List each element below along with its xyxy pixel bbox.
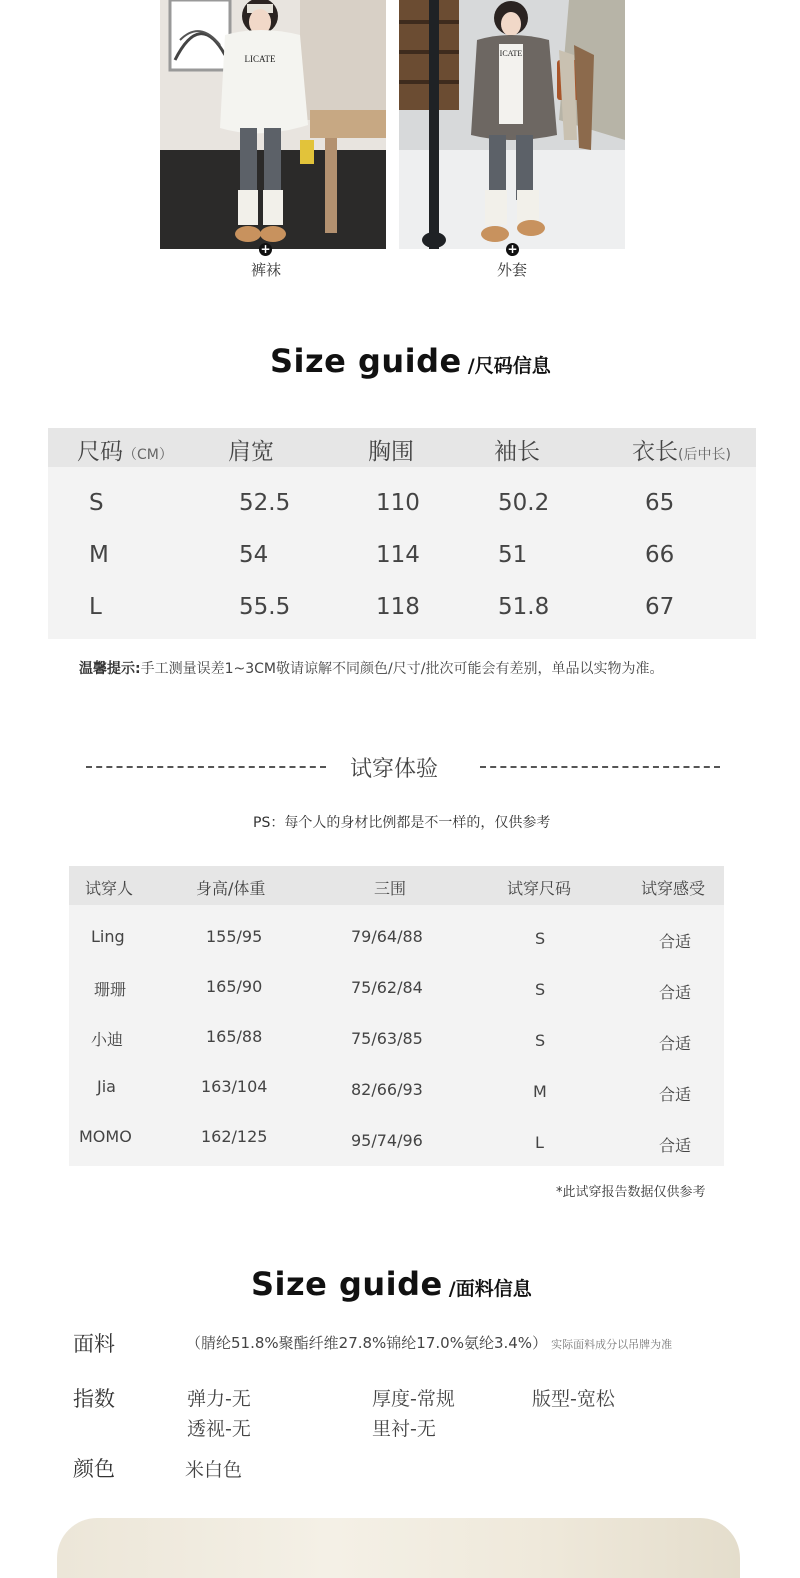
sleeve-header: 袖长 <box>494 439 540 465</box>
length-cell: 67 <box>645 594 675 620</box>
size-guide-title: Size guide <box>270 342 462 380</box>
feeling-header: 试穿感受 <box>641 879 706 898</box>
height-weight: 162/125 <box>201 1127 268 1146</box>
sleeve-cell: 51.8 <box>498 594 550 620</box>
tester-header: 试穿人 <box>85 879 134 898</box>
divider-left <box>86 766 326 768</box>
size-guide-heading <box>270 342 551 380</box>
size-cell: L <box>89 594 102 620</box>
height-weight-header: 身高/体重 <box>196 879 266 898</box>
size-table <box>48 428 756 639</box>
try-on-title: 试穿体验 <box>350 757 439 782</box>
feeling: 合适 <box>659 1136 692 1155</box>
length-cell: 66 <box>645 542 675 568</box>
size-guide-subtitle: /尺码信息 <box>467 355 551 377</box>
thickness-value: 厚度-常规 <box>372 1388 455 1410</box>
photo-caption-coat: 外套 <box>496 261 527 279</box>
chest-cell: 114 <box>376 542 420 568</box>
measurements: 95/74/96 <box>351 1131 423 1150</box>
sleeve-cell: 50.2 <box>498 490 550 516</box>
try-on-table <box>69 866 724 1166</box>
length-cell: 65 <box>645 490 675 516</box>
shoulder-cell: 54 <box>239 542 269 568</box>
try-on-header <box>69 866 724 905</box>
fabric-guide-subtitle: /面料信息 <box>448 1278 532 1300</box>
try-size: L <box>535 1133 544 1152</box>
svg-text:LICATE: LICATE <box>244 54 276 64</box>
chest-header: 胸围 <box>368 439 414 465</box>
height-weight: 155/95 <box>206 927 263 946</box>
unit-label: （CM） <box>123 447 173 463</box>
svg-text:ICATE: ICATE <box>499 49 523 58</box>
warm-tip <box>79 658 663 678</box>
try-size-header: 试穿尺码 <box>507 879 572 898</box>
measurements: 79/64/88 <box>351 927 423 946</box>
size-table-header <box>48 428 756 467</box>
material-label: 面料 <box>73 1332 115 1356</box>
tester-name: 小迪 <box>91 1030 124 1049</box>
product-photo-leggings <box>160 0 386 249</box>
measurements: 75/63/85 <box>351 1029 423 1048</box>
length-header <box>632 433 731 466</box>
sleeve-cell: 51 <box>498 542 528 568</box>
material-value: （腈纶51.8%聚酯纤维27.8%锦纶17.0%氨纶3.4%） <box>186 1334 548 1352</box>
ps-note: PS：每个人的身材比例都是不一样的，仅供参考 <box>253 815 551 831</box>
chest-cell: 110 <box>376 490 420 516</box>
divider-right <box>480 766 720 768</box>
plus-icon[interactable]: + <box>507 242 518 256</box>
size-header <box>77 433 173 466</box>
photo-caption-leggings: 裤袜 <box>250 261 281 279</box>
fabric-guide-title: Size guide <box>251 1265 443 1303</box>
shoulder-cell: 52.5 <box>239 490 291 516</box>
measurements: 75/62/84 <box>351 978 423 997</box>
tester-name: 珊珊 <box>94 980 127 999</box>
measurements-header: 三围 <box>374 879 407 898</box>
lining-value: 里衬-无 <box>372 1418 436 1440</box>
feeling: 合适 <box>659 983 692 1002</box>
product-photo-coat <box>399 0 625 249</box>
warm-tip-label: 温馨提示: <box>79 661 141 677</box>
fit-value: 版型-宽松 <box>532 1388 615 1410</box>
tester-name: Ling <box>91 927 125 946</box>
shoulder-cell: 55.5 <box>239 594 291 620</box>
warm-tip-text: 手工测量误差1~3CM敬请谅解不同颜色/尺寸/批次可能会有差别，单品以实物为准。 <box>140 661 664 677</box>
index-label: 指数 <box>73 1387 115 1411</box>
chest-cell: 118 <box>376 594 420 620</box>
product-photo-bottom <box>57 1518 740 1578</box>
try-size: S <box>535 929 546 948</box>
try-size: M <box>533 1082 547 1101</box>
feeling: 合适 <box>659 1034 692 1053</box>
tester-name: Jia <box>97 1077 116 1096</box>
transparency-value: 透视-无 <box>187 1418 251 1440</box>
material-composition <box>186 1332 672 1353</box>
shoulder-header: 肩宽 <box>228 439 274 465</box>
height-weight: 165/88 <box>206 1027 263 1046</box>
height-weight: 163/104 <box>201 1077 268 1096</box>
length-header-label: 衣长 <box>632 439 678 465</box>
feeling: 合适 <box>659 932 692 951</box>
material-note: 实际面料成分以吊牌为准 <box>551 1338 673 1351</box>
try-on-footnote: *此试穿报告数据仅供参考 <box>556 1185 706 1200</box>
height-weight: 165/90 <box>206 977 263 996</box>
length-note: (后中长) <box>678 447 731 463</box>
measurements: 82/66/93 <box>351 1080 423 1099</box>
color-label: 颜色 <box>73 1457 115 1481</box>
fabric-guide-heading <box>251 1265 532 1303</box>
tester-name: MOMO <box>79 1127 132 1146</box>
size-header-label: 尺码 <box>77 439 123 465</box>
color-value: 米白色 <box>185 1459 243 1481</box>
try-size: S <box>535 980 546 999</box>
try-size: S <box>535 1031 546 1050</box>
elasticity-value: 弹力-无 <box>187 1388 251 1410</box>
plus-icon[interactable]: + <box>260 242 271 256</box>
feeling: 合适 <box>659 1085 692 1104</box>
size-cell: S <box>89 490 104 516</box>
size-cell: M <box>89 542 109 568</box>
